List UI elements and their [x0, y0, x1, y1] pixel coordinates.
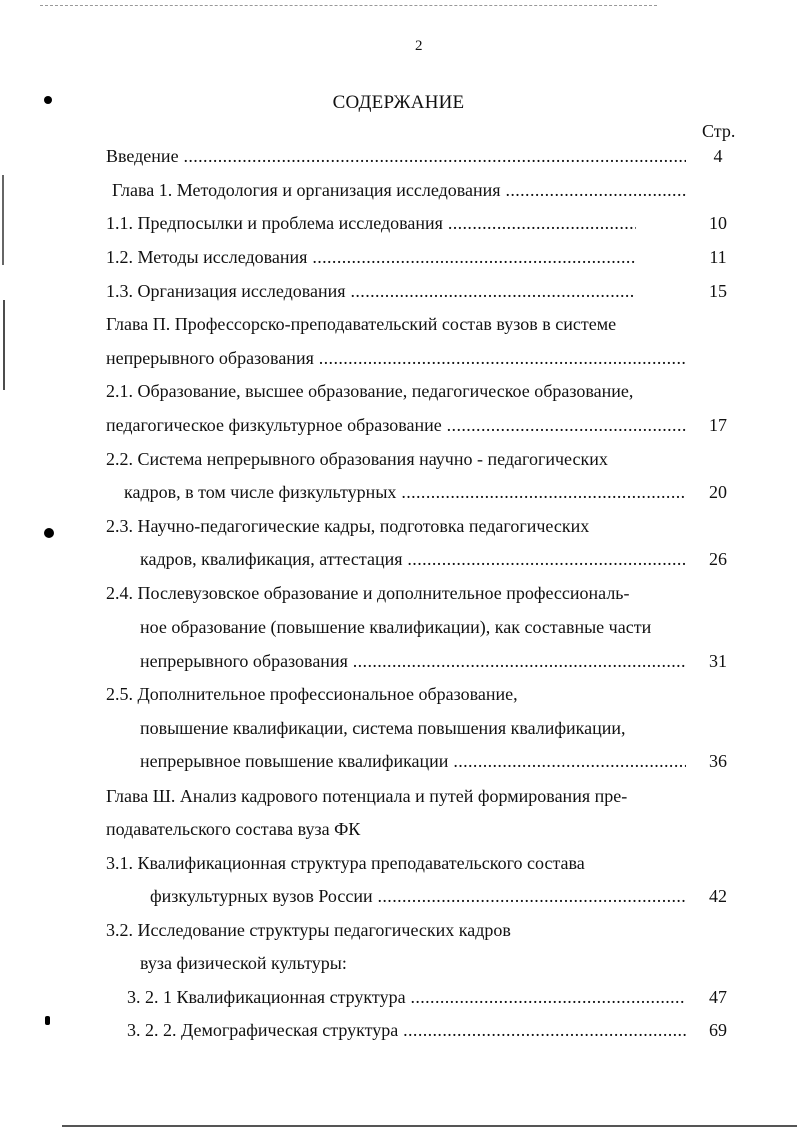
toc-entry-introduction: Введение .....: [106, 145, 686, 167]
margin-scan-mark: [45, 1016, 50, 1025]
toc-page-number: 42: [709, 886, 727, 906]
toc-page-number: 69: [709, 1020, 727, 1040]
margin-scan-line: [3, 300, 5, 390]
punch-hole-mark: [44, 96, 52, 104]
toc-page-number: 17: [709, 415, 727, 435]
toc-entry-1-1: 1.1. Предпосылки и проблема исследования .....: [106, 212, 636, 234]
toc-entry-chapter-2-cont: непрерывного образования .....: [106, 347, 686, 369]
page-column-header: Стр.: [702, 121, 736, 141]
toc-entry-2-1-cont: педагогическое физкультурное образование .....: [106, 414, 686, 436]
toc-entry-3-2-1: 3. 2. 1 Квалификационная структура .....: [127, 986, 686, 1008]
toc-page-number: 20: [709, 482, 727, 502]
toc-entry-2-4-cont: непрерывного образования .....: [140, 650, 686, 672]
toc-entry-chapter-2: Глава П. Профессорско-преподавательский состав вузов в системе: [106, 314, 617, 334]
toc-entry-chapter-3: Глава Ш. Анализ кадрового потенциала и путей формирования пре-: [106, 786, 628, 806]
toc-entry-3-1-cont: физкультурных вузов России .....: [150, 885, 686, 907]
toc-entry-2-2: 2.2. Система непрерывного образования научно - педагогических: [106, 449, 608, 469]
toc-page-number: 15: [709, 281, 727, 301]
toc-entry-1-2: 1.2. Методы исследования .....: [106, 246, 636, 268]
toc-page-number: 47: [709, 987, 727, 1007]
toc-entry-2-4: 2.4. Послевузовское образование и дополнительное профессиональ-: [106, 583, 630, 603]
page-title: СОДЕРЖАНИЕ: [332, 92, 465, 113]
toc-entry-3-1: 3.1. Квалификационная структура преподавательского состава: [106, 853, 585, 873]
toc-entry-1-3: 1.3. Организация исследования .....: [106, 280, 636, 302]
toc-entry-2-5: 2.5. Дополнительное профессиональное образование,: [106, 684, 518, 704]
punch-hole-mark: [44, 528, 54, 538]
toc-page-number: 4: [713, 146, 723, 166]
margin-scan-line: [2, 175, 4, 265]
toc-page-number: 31: [709, 651, 727, 671]
toc-entry-2-3-cont: кадров, квалификация, аттестация .....: [140, 548, 686, 570]
scan-bottom-edge: [62, 1125, 797, 1127]
toc-entry-2-2-cont: кадров, в том числе физкультурных .....: [124, 481, 686, 503]
toc-entry-3-2-cont: вуза физической культуры:: [140, 953, 347, 973]
toc-page-number: 26: [709, 549, 727, 569]
toc-entry-2-1: 2.1. Образование, высшее образование, педагогическое образование,: [106, 381, 634, 401]
toc-page-number: 11: [709, 247, 727, 267]
toc-page-number: 36: [709, 751, 727, 771]
toc-entry-2-3: 2.3. Научно-педагогические кадры, подготовка педагогических: [106, 516, 590, 536]
toc-entry-chapter-3-cont: подавательского состава вуза ФК: [106, 819, 361, 839]
page-number: 2: [415, 38, 423, 54]
toc-entry-2-5-cont: непрерывное повышение квалификации .....: [140, 750, 686, 772]
toc-entry-chapter-1: Глава 1. Методология и организация исследования .....: [112, 179, 686, 201]
toc-entry-3-2: 3.2. Исследование структуры педагогических кадров: [106, 920, 511, 940]
toc-entry-2-5-cont: повышение квалификации, система повышения квалификации,: [140, 718, 626, 738]
toc-entry-2-4-cont: ное образование (повышение квалификации), как составные части: [140, 617, 652, 637]
toc-entry-3-2-2: 3. 2. 2. Демографическая структура .....: [127, 1019, 686, 1041]
toc-page-number: 10: [709, 213, 727, 233]
scan-top-edge: [40, 5, 657, 7]
